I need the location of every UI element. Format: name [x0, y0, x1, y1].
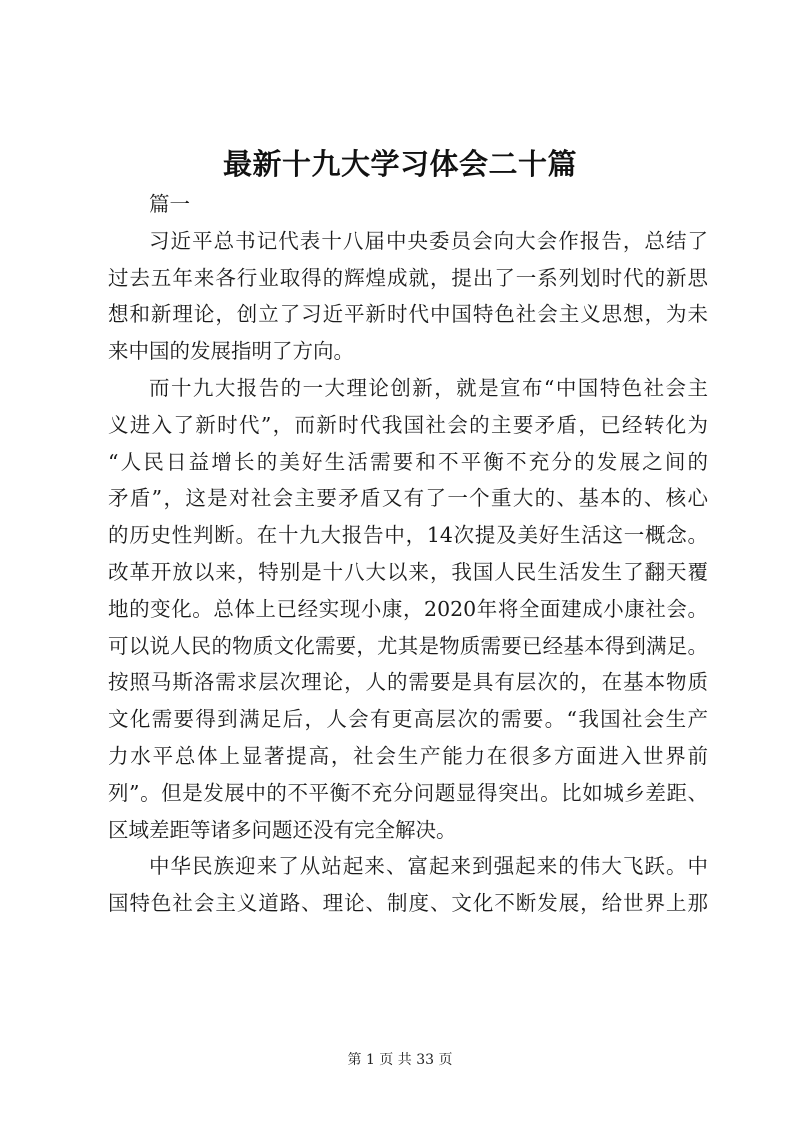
paragraph-line: 矛盾”，这是对社会主要矛盾又有了一个重大的、基本的、核心: [108, 486, 708, 511]
paragraph-line: 文化需要得到满足后，人会有更高层次的需要。“我国社会生产: [108, 707, 708, 732]
paragraph-line: 而十九大报告的一大理论创新，就是宣布“中国特色社会主: [149, 375, 708, 400]
paragraph-line: 按照马斯洛需求层次理论，人的需要是具有层次的，在基本物质: [108, 670, 708, 695]
paragraph-line: 列”。但是发展中的不平衡不充分问题显得突出。比如城乡差距、: [108, 780, 708, 805]
paragraph-line: “人民日益增长的美好生活需要和不平衡不充分的发展之间的: [108, 449, 708, 474]
page-number-footer: 第 1 页 共 33 页: [347, 1052, 453, 1068]
paragraph-line: 习近平总书记代表十八届中央委员会向大会作报告，总结了: [149, 228, 708, 253]
paragraph-line: 力水平总体上显著提高，社会生产能力在很多方面进入世界前: [108, 743, 708, 768]
document-title: 最新十九大学习体会二十篇: [222, 147, 577, 181]
document-body: [108, 186, 708, 922]
paragraph-line: 地的变化。总体上已经实现小康，2020年将全面建成小康社会。: [108, 596, 708, 621]
paragraph-line: 过去五年来各行业取得的辉煌成就，提出了一系列划时代的新思: [108, 265, 708, 290]
paragraph-line: 国特色社会主义道路、理论、制度、文化不断发展，给世界上那: [108, 891, 708, 916]
paragraph-line: 可以说人民的物质文化需要，尤其是物质需要已经基本得到满足。: [108, 633, 708, 658]
paragraph-line: 中华民族迎来了从站起来、富起来到强起来的伟大飞跃。中: [149, 854, 708, 879]
paragraph-line: 来中国的发展指明了方向。: [108, 339, 354, 364]
paragraph-line: 的历史性判断。在十九大报告中，14次提及美好生活这一概念。: [108, 523, 708, 548]
section-heading: 篇一: [149, 192, 190, 216]
paragraph-line: 区域差距等诸多问题还没有完全解决。: [108, 817, 457, 842]
paragraph-line: 义进入了新时代”，而新时代我国社会的主要矛盾，已经转化为: [108, 412, 708, 437]
paragraph-line: 想和新理论，创立了习近平新时代中国特色社会主义思想，为未: [108, 302, 708, 327]
paragraph-line: 改革开放以来，特别是十八大以来，我国人民生活发生了翻天覆: [108, 559, 708, 584]
